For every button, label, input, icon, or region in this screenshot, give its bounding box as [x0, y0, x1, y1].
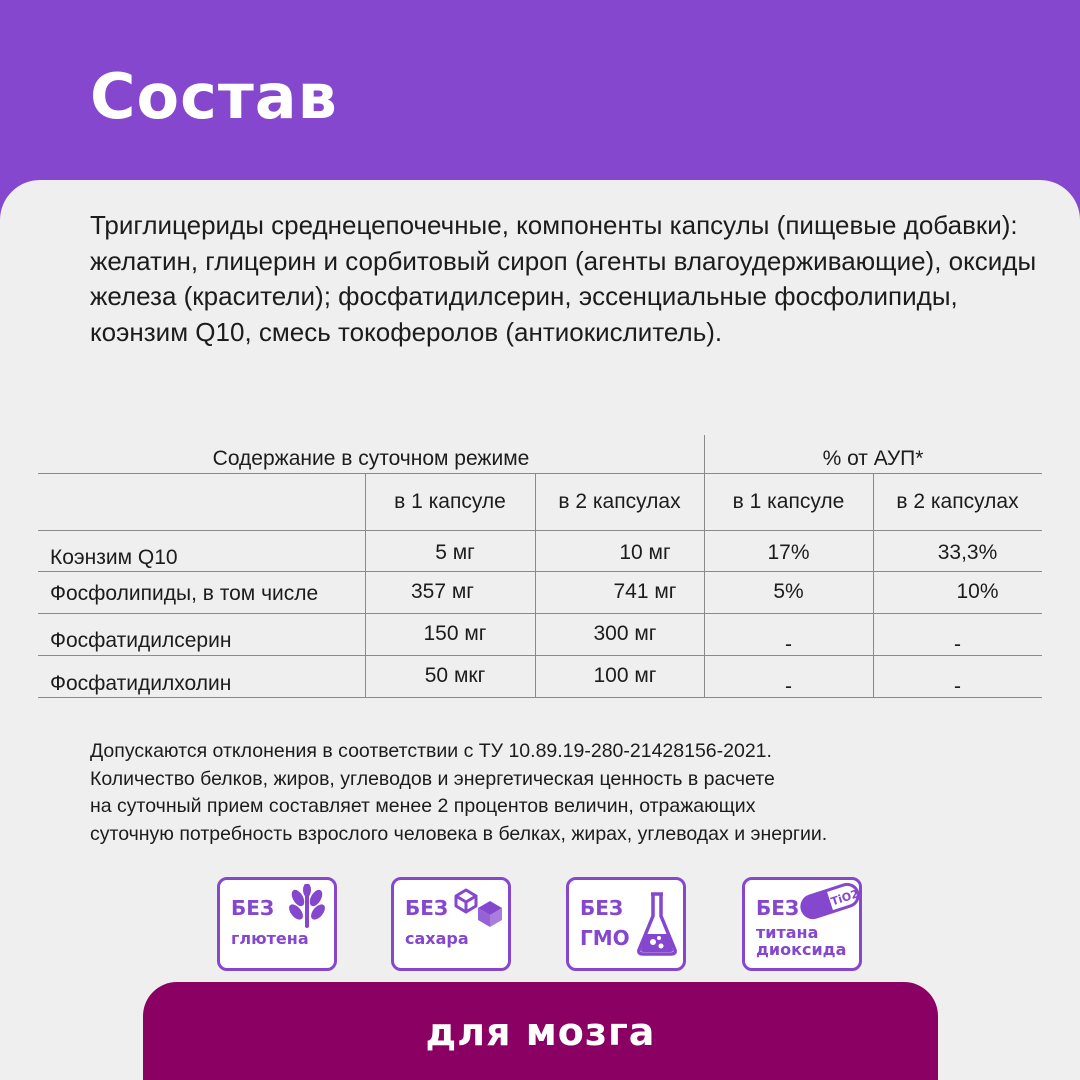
- table-cell: 5%: [773, 580, 804, 603]
- table-column-header: в 2 капсулах: [558, 490, 681, 513]
- badge-sugar-free: [391, 877, 511, 971]
- table-group-header: Содержание в суточном режиме: [212, 447, 530, 470]
- flask-icon: [635, 890, 679, 958]
- composition-text: Триглицериды среднецепочечные, компоненты капсулы (пищевые добавки): желатин, глицерин и сорбитовый сироп (агенты влагоудерживающие), оксиды железа (красители); фосфатидилсерин, эссенциальные фосфолипиды, коэнзим Q10, смесь токоферолов (антиокислитель).: [90, 210, 1037, 347]
- table-divider: [38, 613, 1042, 614]
- pill-tio2-icon: [797, 882, 863, 920]
- table-cell: -: [954, 633, 961, 656]
- badge-gmo-free: [566, 877, 686, 971]
- table-group-header: % от АУП*: [822, 447, 924, 470]
- note-line: Количество белков, жиров, углеводов и энергетическая ценность в расчете: [90, 767, 775, 790]
- table-divider: [38, 473, 1042, 474]
- table-row-label: Фосфатидилсерин: [50, 629, 232, 652]
- badge-tio2-free: [742, 877, 862, 971]
- table-cell: -: [954, 675, 961, 698]
- wheat-icon: [284, 884, 330, 928]
- table-divider: [38, 530, 1042, 531]
- badge-sub-line: титана: [756, 923, 819, 942]
- table-cell: 100 мг: [593, 664, 657, 687]
- table-cell: 10%: [956, 580, 999, 603]
- table-cell: 10 мг: [619, 541, 671, 564]
- page-title: Состав: [90, 60, 338, 133]
- badge-sub-line: диоксида: [756, 940, 847, 959]
- pill-label: TiO2: [829, 887, 861, 909]
- table-cell: 300 мг: [593, 622, 657, 645]
- table-cell: 150 мг: [423, 622, 487, 645]
- disclaimer-note: [90, 738, 1040, 848]
- note-line: на суточный прием составляет менее 2 процентов величин, отражающих: [90, 795, 756, 817]
- note-line: Допускаются отклонения в соответствии с ТУ 10.89.19-280-21428156-2021.: [90, 740, 772, 762]
- footer-banner: [143, 982, 938, 1080]
- table-column-header: в 1 капсуле: [732, 490, 845, 513]
- table-column-header: в 2 капсулах: [896, 490, 1019, 513]
- badge-label: БЕЗ: [231, 896, 275, 920]
- table-divider: [38, 571, 1042, 572]
- table-row-label: Коэнзим Q10: [50, 546, 178, 569]
- table-cell: 17%: [767, 541, 810, 564]
- sugar-cube-icon: [452, 886, 506, 932]
- table-column-header: в 1 капсуле: [394, 490, 506, 513]
- badge-sub-label: [756, 924, 846, 958]
- table-cell: 357 мг: [411, 580, 474, 603]
- badge-sub-label: сахара: [405, 929, 469, 948]
- table-cell: 741 мг: [613, 580, 677, 603]
- table-cell: -: [785, 675, 792, 698]
- table-cell: -: [785, 633, 792, 656]
- badge-sub-label: ГМО: [580, 926, 630, 950]
- note-line: суточную потребность взрослого человека в белках, жирах, углеводах и энергии.: [90, 822, 828, 845]
- table-row-label: Фосфатидилхолин: [50, 672, 232, 695]
- badge-gluten-free: [217, 877, 337, 971]
- table-cell: 50 мкг: [424, 664, 486, 687]
- table-cell: 33,3%: [937, 541, 998, 564]
- badge-label: БЕЗ: [756, 896, 800, 920]
- table-row-label: Фосфолипиды, в том числе: [50, 582, 319, 605]
- badge-label: БЕЗ: [405, 896, 449, 920]
- badge-label: БЕЗ: [580, 896, 624, 920]
- table-cell: 5 мг: [435, 541, 475, 564]
- footer-label: для мозга: [425, 1010, 656, 1054]
- badge-sub-label: глютена: [231, 929, 309, 948]
